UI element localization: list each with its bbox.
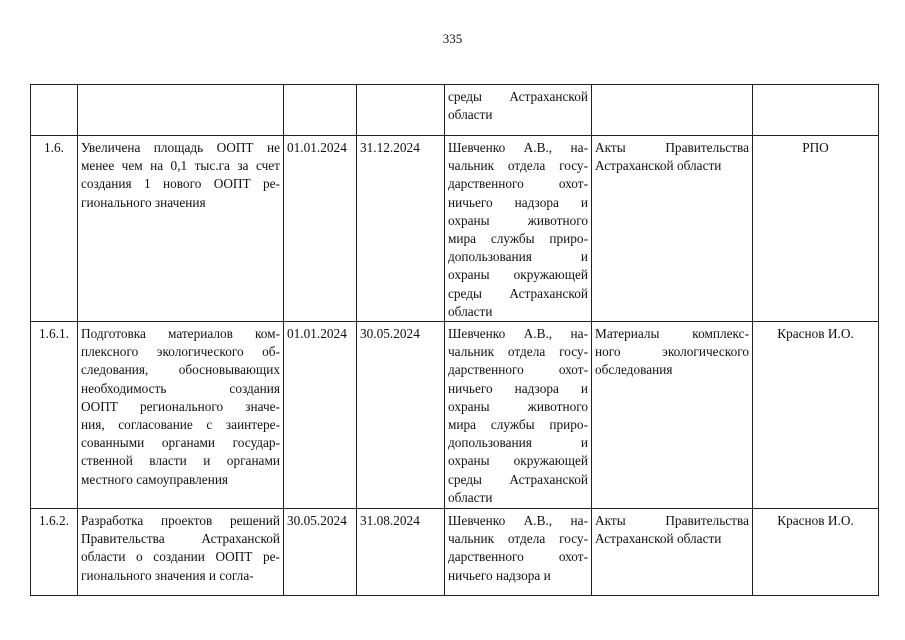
table-row	[31, 85, 879, 136]
result-document	[592, 136, 753, 322]
executor: Краснов И.О.	[753, 509, 879, 596]
text-line: сованными органами государ-	[81, 435, 280, 451]
text-line: обследования	[595, 362, 673, 378]
responsible-person	[445, 85, 592, 136]
item-number: 1.6.1.	[31, 322, 78, 509]
text-line: ничьего надзора и	[448, 194, 588, 210]
item-number: 1.6.	[31, 136, 78, 322]
page-number: 335	[442, 31, 463, 46]
end-date: 31.12.2024	[357, 136, 445, 322]
end-date	[357, 85, 445, 136]
text-line: Подготовка материалов ком-	[81, 326, 280, 342]
text-line: Шевченко А.В., на-	[448, 513, 588, 529]
table-row	[31, 136, 879, 322]
text-line: мира службы приро-	[448, 417, 588, 433]
text-line: чальник отдела госу-	[448, 158, 588, 174]
text-line: гионального значения	[81, 194, 206, 210]
text-line: области	[448, 303, 493, 319]
item-number	[31, 85, 78, 136]
text-line: чальник отдела госу-	[448, 531, 588, 547]
start-date	[284, 85, 357, 136]
text-line: ООПТ регионального значе-	[81, 398, 280, 414]
text-line: охраны окружающей	[448, 267, 588, 283]
text-line: Увеличена площадь ООПТ не	[81, 140, 280, 155]
end-date: 30.05.2024	[357, 322, 445, 509]
text-line: гионального значения и согла-	[81, 567, 254, 583]
text-line: Акты Правительства	[595, 513, 749, 529]
text-line: допользования и	[448, 435, 588, 451]
text-line: дарственного охот-	[448, 176, 588, 192]
text-line: Акты Правительства	[595, 140, 749, 155]
text-line: среды Астраханской	[448, 471, 588, 487]
text-line: ничьего надзора и	[448, 380, 588, 396]
end-date: 31.08.2024	[357, 509, 445, 596]
task-description	[78, 85, 284, 136]
text-line: необходимость создания	[81, 380, 280, 396]
text-line: следования, обосновывающих	[81, 362, 280, 378]
plan-table	[30, 84, 879, 596]
text-line: чальник отдела госу-	[448, 344, 588, 360]
task-description	[78, 322, 284, 509]
result-document	[592, 85, 753, 136]
text-line: Правительства Астраханской	[81, 531, 280, 547]
start-date: 01.01.2024	[284, 136, 357, 322]
text-line: ничьего надзора и	[448, 567, 551, 583]
table-row	[31, 322, 879, 509]
responsible-person	[445, 136, 592, 322]
text-line: местного самоуправления	[81, 471, 229, 487]
text-line: области о создании ООПТ ре-	[81, 549, 280, 565]
text-line: области	[448, 489, 493, 505]
text-line: ния, согласование с заинтере-	[81, 417, 280, 433]
task-description	[78, 136, 284, 322]
text-line: области	[448, 107, 493, 123]
text-line: охраны животного	[448, 212, 588, 228]
text-line: ственной власти и органами	[81, 453, 280, 469]
text-line: мира службы приро-	[448, 231, 588, 247]
text-line: Шевченко А.В., на-	[448, 140, 588, 155]
table-row	[31, 509, 879, 596]
text-line: среды Астраханской	[448, 285, 588, 301]
start-date: 30.05.2024	[284, 509, 357, 596]
executor: РПО	[753, 136, 879, 322]
text-line: Разработка проектов решений	[81, 513, 280, 529]
text-line: среды Астраханской	[448, 89, 588, 104]
result-document	[592, 322, 753, 509]
start-date: 01.01.2024	[284, 322, 357, 509]
text-line: создания 1 нового ООПТ ре-	[81, 176, 280, 192]
executor	[753, 85, 879, 136]
text-line: охраны окружающей	[448, 453, 588, 469]
text-line: плексного экологического об-	[81, 344, 280, 360]
text-line: Шевченко А.В., на-	[448, 326, 588, 342]
text-line: дарственного охот-	[448, 362, 588, 378]
text-line: Материалы комплекс-	[595, 326, 749, 342]
executor: Краснов И.О.	[753, 322, 879, 509]
text-line: охраны животного	[448, 398, 588, 414]
text-line: дарственного охот-	[448, 549, 588, 565]
text-line: ного экологического	[595, 344, 749, 360]
text-line: менее чем на 0,1 тыс.га за счет	[81, 158, 280, 174]
text-line: Астраханской области	[595, 158, 722, 174]
result-document	[592, 509, 753, 596]
item-number: 1.6.2.	[31, 509, 78, 596]
task-description	[78, 509, 284, 596]
responsible-person	[445, 322, 592, 509]
responsible-person	[445, 509, 592, 596]
text-line: Астраханской области	[595, 531, 722, 547]
text-line: допользования и	[448, 249, 588, 265]
